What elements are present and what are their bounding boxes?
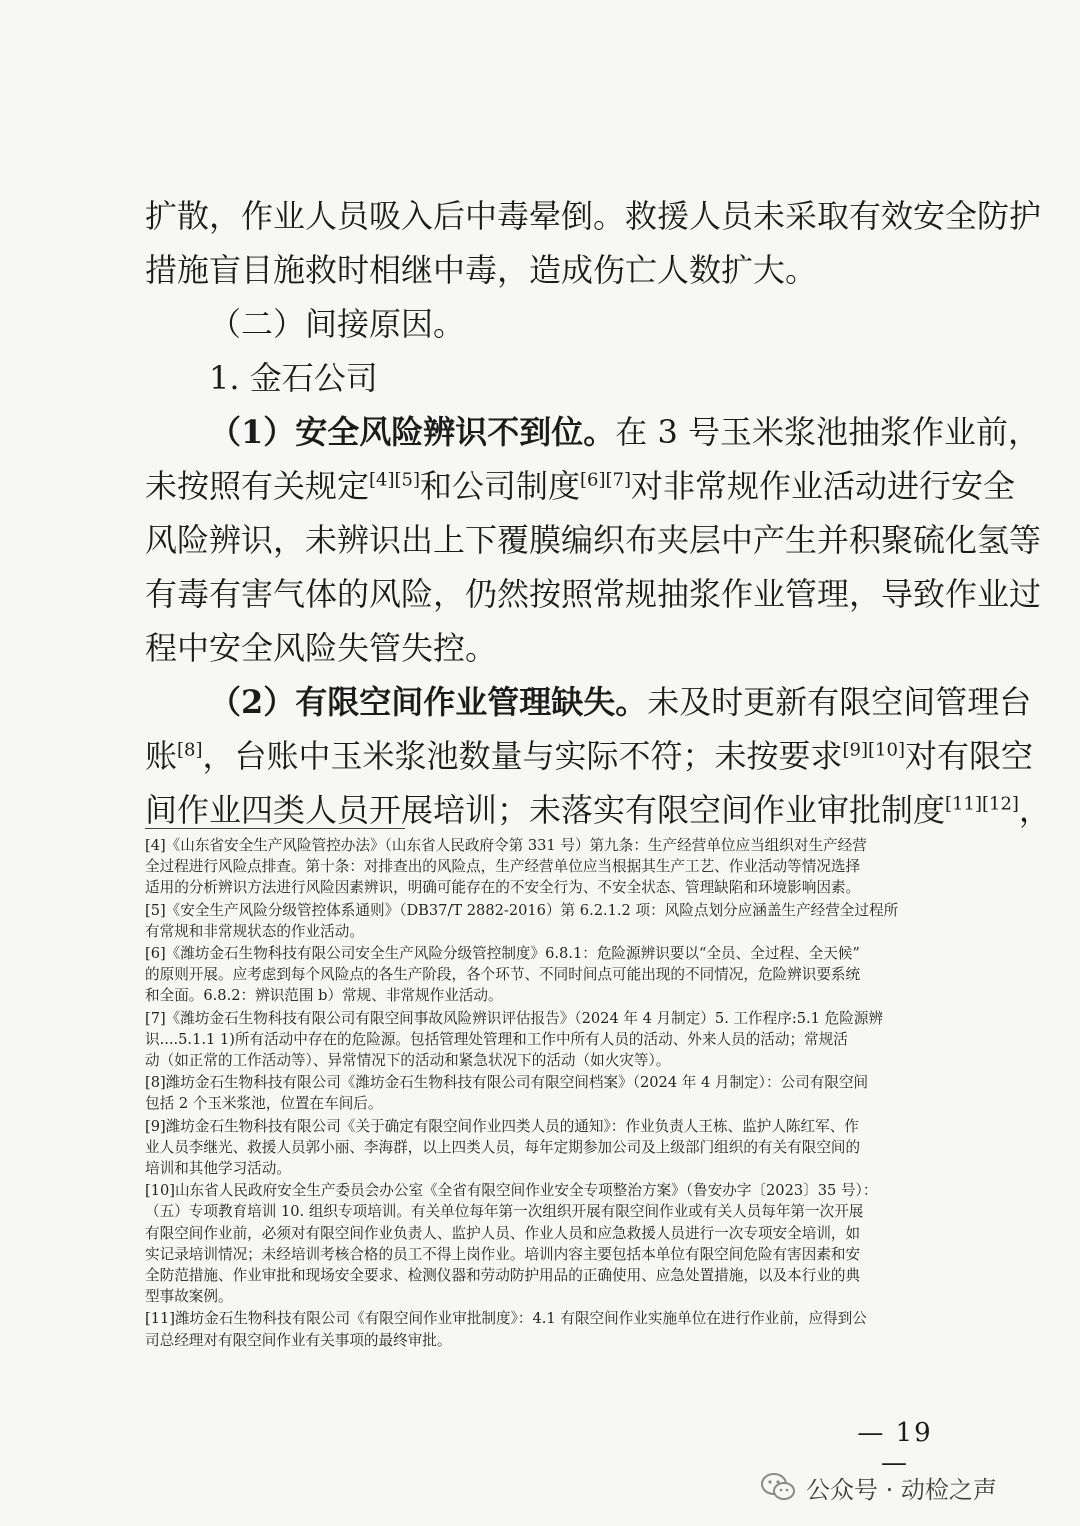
footnote-ref-6[interactable]: [6] [580,469,606,491]
footnote-line: 动（如正常的工作活动等）、异常情况下的活动和紧急状况下的活动（如火灾等）。 [145,1052,671,1070]
footnote-line: [10]山东省人民政府安全生产委员会办公室《全省有限空间作业安全专项整治方案》（鲁安办字〔2023〕35 号）： [145,1182,878,1200]
footnote-10 [145,1180,950,1307]
footnote-divider [145,828,405,829]
footnotes [145,835,950,1352]
text-line: 扩散，作业人员吸入后中毒晕倒。救援人员未采取有效安全防护 [145,197,1042,235]
footnote-line: 识....5.1.1 1)所有活动中存在的危险源。包括管理处管理和工作中所有人员的活动、外来人员的活动；常规活 [145,1030,848,1048]
heading-company: 1. 金石公司 [209,359,378,397]
footnote-line: 有常规和非常规状态的作业活动。 [145,922,364,940]
footnote-ref-10[interactable]: [10] [868,739,905,761]
wechat-icon [760,1472,796,1502]
footnote-line: [5]《安全生产风险分级管控体系通则》（DB37/T 2882-2016）第 6.2.1.2 项：风险点划分应涵盖生产经营全过程所 [145,901,899,919]
footnote-ref-4[interactable]: [4] [369,469,395,491]
text-span: 账 [145,737,178,775]
paragraph-direct-cause-end [145,189,1042,297]
text-line: 程中安全风险失管失控。 [145,629,498,667]
text-line: 风险辨识，未辨识出上下覆膜编织布夹层中产生并积聚硫化氢等 [145,521,1042,559]
text-span: 间作业四类人员开展培训；未落实有限空间作业审批制度 [145,791,946,829]
footnote-ref-12[interactable]: [12] [981,793,1019,815]
footnote-9 [145,1116,950,1180]
footnote-ref-5[interactable]: [5] [394,469,421,491]
text-span: 和公司制度 [420,467,581,505]
footnote-line: [7]《潍坊金石生物科技有限公司有限空间事故风险辨识评估报告》（2024 年 4 月制定）5. 工作程序:5.1 危险源辨 [145,1009,883,1027]
footnote-ref-11[interactable]: [11] [945,793,982,815]
text-span: 对非常规作业活动进行安全 [631,467,1016,505]
text-span: 未及时更新有限空间管理台 [647,683,1032,721]
watermark-text: 公众号 · 动检之声 [806,1475,997,1504]
footnote-line: [8]潍坊金石生物科技有限公司《潍坊金石生物科技有限公司有限空间档案》（2024 年 4 月制定）：公司有限空间 [145,1074,869,1092]
item-risk-identification [145,405,1042,675]
footnote-line: 全过程进行风险点排查。第十条：对排查出的风险点，生产经营单位应当根据其生产工艺、作业活动等情况选择 [145,858,861,876]
footnote-line: 全防范措施、作业审批和现场安全要求、检测仪器和劳动防护用品的正确使用、应急处置措施，以及本行业的典 [145,1267,861,1285]
text-line: 有毒有害气体的风险，仍然按照常规抽浆作业管理，导致作业过 [145,575,1042,613]
text-span: 未按照有关规定 [145,467,370,505]
page-number: — 19 — [857,1418,933,1478]
footnote-ref-9[interactable]: [9] [842,739,869,761]
footnote-line: （五）专项教育培训 10. 组织专项培训。有关单位每年第一次组织开展有限空间作业或有关人员每年第一次开展 [145,1203,864,1221]
footnote-line: 司总经理对有限空间作业有关事项的最终审批。 [145,1331,452,1349]
text-span: 在 3 号玉米浆池抽浆作业前， [615,413,1040,451]
text-span: 对有限空 [904,737,1033,775]
footnote-line: 培训和其他学习活动。 [145,1160,291,1178]
footnote-line: [4]《山东省安全生产风险管控办法》（山东省人民政府令第 331 号）第九条：生产经营单位应当组织对生产经营 [145,837,867,854]
footnote-line: 适用的分析辨识方法进行风险因素辨识，明确可能存在的不安全行为、不安全状态、管理缺陷和环境影响因素。 [145,879,861,897]
footnote-5 [145,900,950,942]
item-title: （2）有限空间作业管理缺失。 [209,683,648,721]
footnote-ref-8[interactable]: [8] [177,739,203,761]
footnote-line: [6]《潍坊金石生物科技有限公司安全生产风险分级管控制度》6.8.1：危险源辨识要以“全员、全过程、全天候” [145,945,860,963]
footnote-4 [145,835,950,899]
footnote-line: 型事故案例。 [145,1288,233,1306]
footnote-6 [145,943,950,1007]
footnote-line: 的原则开展。应考虑到每个风险点的各生产阶段，各个环节、不同时间点可能出现的不同情况，危险辨识要系统 [145,966,861,984]
watermark [760,1470,997,1504]
text-line: 措施盲目施救时相继中毒，造成伤亡人数扩大。 [145,251,818,289]
footnote-line: 有限空间作业前，必须对有限空间作业负责人、监护人员、作业人员和应急救援人员进行一次专项安全培训，如 [145,1224,861,1242]
item-title: （1）安全风险辨识不到位。 [209,413,616,451]
heading-indirect-cause: （二）间接原因。 [209,305,466,343]
footnote-line: 包括 2 个玉米浆池，位置在车间后。 [145,1095,383,1113]
footnote-ref-7[interactable]: [7] [605,469,632,491]
footnote-line: [11]潍坊金石生物科技有限公司《有限空间作业审批制度》：4.1 有限空间作业实施单位在进行作业前，应得到公 [145,1310,867,1328]
main-text [145,189,1051,837]
footnote-line: 业人员李继光、救援人员郭小丽、李海群，以上四类人员，每年定期参加公司及上级部门组织的有关有限空间的 [145,1138,861,1156]
footnote-line: [9]潍坊金石生物科技有限公司《关于确定有限空间作业四类人员的通知》：作业负责人王栋、监护人陈红军、作 [145,1117,859,1135]
footnote-line: 和全面。6.8.2：辨识范围 b）常规、非常规作业活动。 [145,987,503,1005]
footnote-7 [145,1008,950,1072]
item-confined-space [145,675,1051,837]
footnote-8 [145,1072,950,1114]
text-span: ，台账中玉米浆池数量与实际不符；未按要求 [202,737,843,775]
footnote-11 [145,1308,950,1350]
footnote-line: 实记录培训情况；未经培训考核合格的员工不得上岗作业。培训内容主要包括本单位有限空间危险有害因素和安 [145,1245,861,1263]
text-span: ， [1018,791,1051,829]
